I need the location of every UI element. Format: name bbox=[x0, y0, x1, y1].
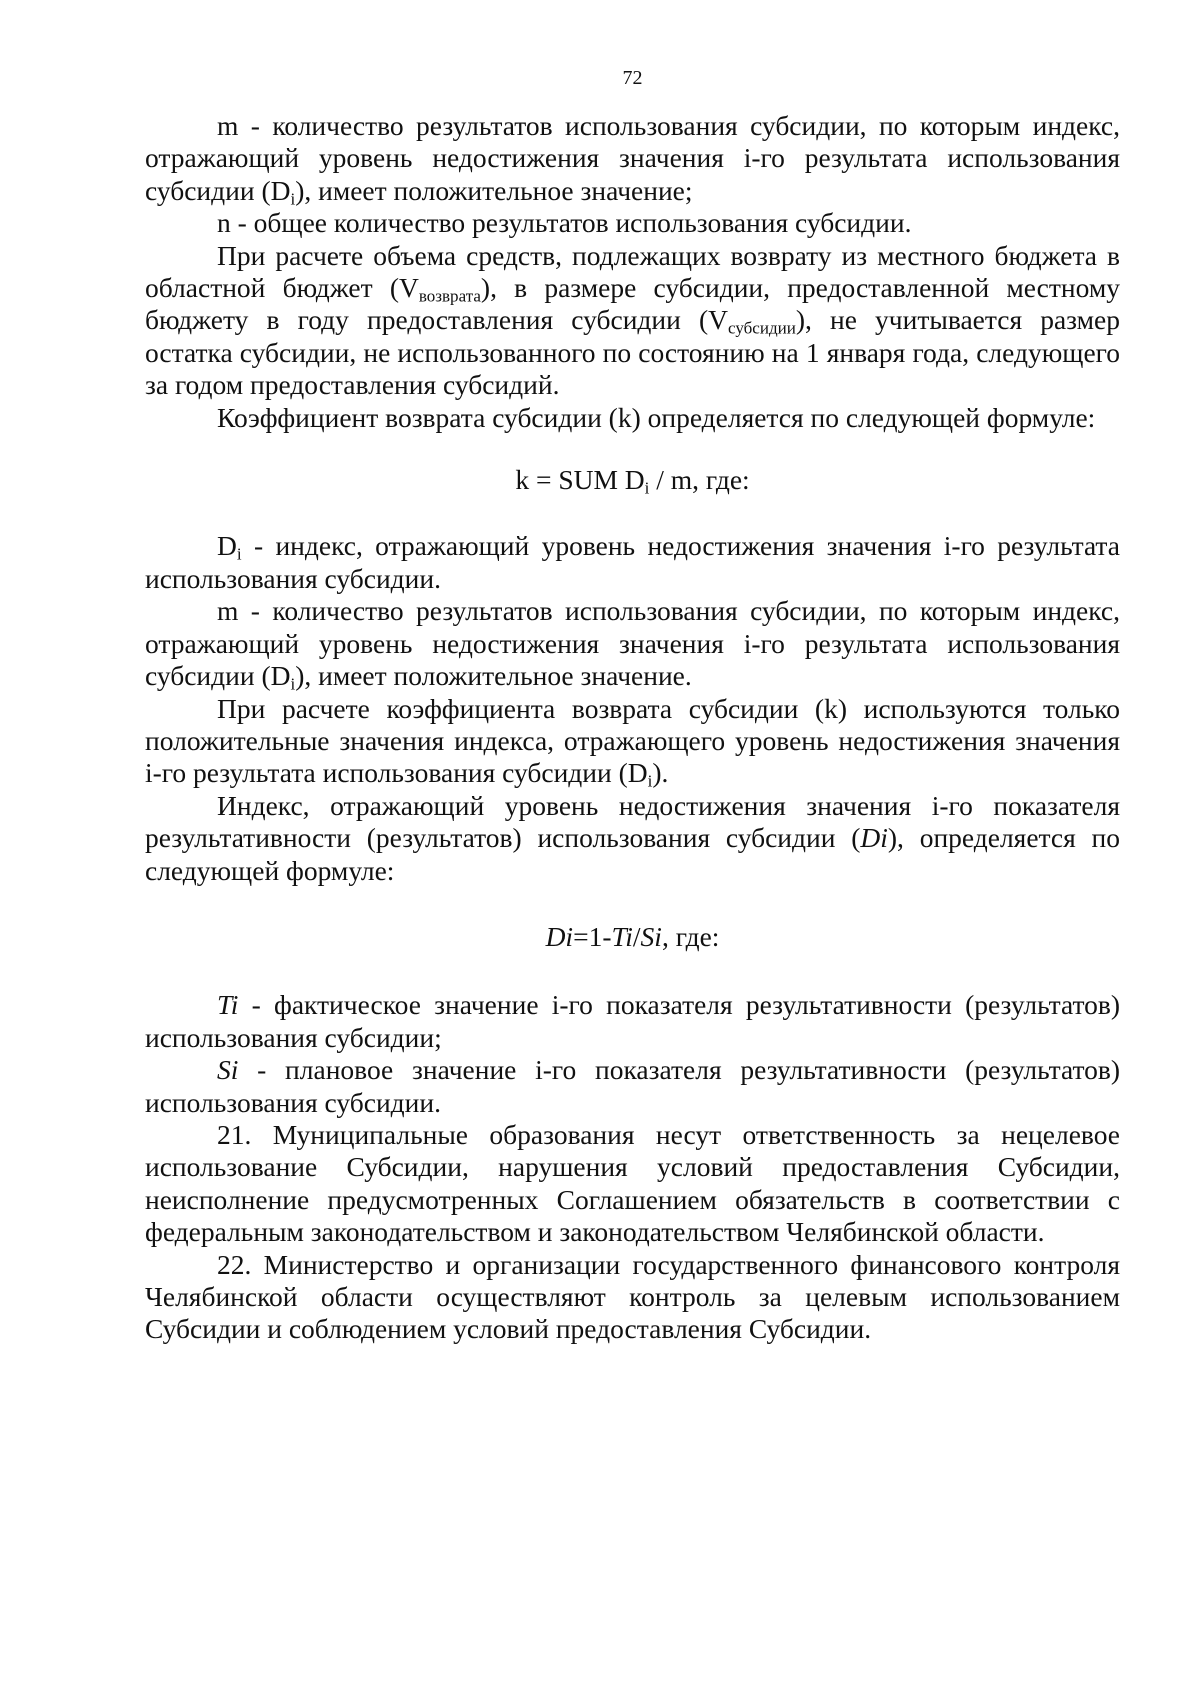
paragraph-di-index-intro: Индекс, отражающий уровень недостижения значения i-го показателя результативности (результатов) использования субсидии (Di), определяется по следующей формуле: bbox=[145, 789, 1120, 886]
paragraph-si-definition: Si - плановое значение i-го показателя результативности (результатов) использования субсидии. bbox=[145, 1054, 1120, 1118]
paragraph-m-definition-2: m - количество результатов использования субсидии, по которым индекс, отражающий уровень недостижения значения i-го результата использования субсидии $(D_i)$, имеет положительное значение. bbox=[145, 595, 1120, 694]
paragraph-m-definition: m - количество результатов использования субсидии, по которым индекс, отражающий уровень недостижения значения i-го результата использования субсидии $(D_i)$, имеет положительное значение; bbox=[145, 110, 1120, 209]
paragraph-clause-22: 22. Министерство и организации государственного финансового контроля Челябинской области осуществляют контроль за целевым использованием Субсидии и соблюдением условий предоставления Субсидии. bbox=[145, 1248, 1120, 1345]
page-number: 72 bbox=[622, 67, 643, 89]
paragraph-return-volume: При расчете объема средств, подлежащих возврату из местного бюджета в областной бюджет $(V_{возврата})$, в размере субсидии, предоставленной местному бюджету в году предоставления субсидии $(V_{субсидии})$, не учитывается размер остатка субсидии, не использованного по состоянию на 1 января года, следующего за годом предоставления субсидий. bbox=[145, 239, 1120, 401]
paragraph-k-intro: Коэффициент возврата субсидии (k) определяется по следующей формуле: bbox=[217, 401, 1096, 433]
paragraph-positive-values: При расчете коэффициента возврата субсидии (k) используются только положительные значения индекса, отражающего уровень недостижения значения i-го результата использования субсидии $(D_i)$. bbox=[145, 692, 1120, 791]
paragraph-di-definition: $D_i$ - индекс, отражающий уровень недостижения значения i-го результата использования субсидии. bbox=[145, 530, 1120, 594]
formula-k: k = SUM $D_i$ / m, где: bbox=[515, 464, 750, 498]
paragraph-ti-definition: Ti - фактическое значение i-го показателя результативности (результатов) использования субсидии; bbox=[145, 989, 1120, 1053]
formula-di: Di=1-Ti/Si, где: bbox=[545, 920, 720, 952]
document-page bbox=[145, 66, 1120, 1346]
paragraph-n-definition: n - общее количество результатов использования субсидии. bbox=[217, 207, 912, 239]
paragraph-clause-21: 21. Муниципальные образования несут ответственность за нецелевое использование Субсидии, нарушения условий предоставления Субсидии, неисполнение предусмотренных Соглашением обязательств в соответствии с федеральным законодательством и законодательством Челябинской области. bbox=[145, 1118, 1120, 1248]
